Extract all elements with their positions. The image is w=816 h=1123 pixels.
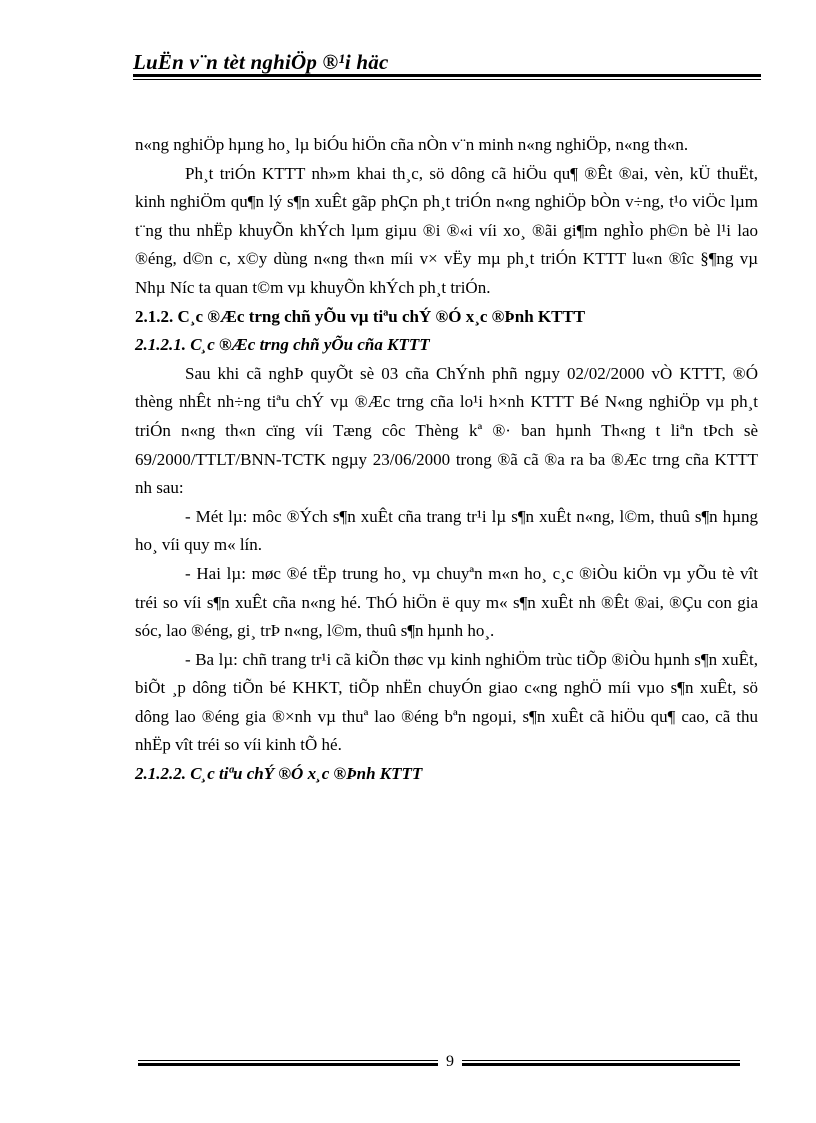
section-heading-2-1-2: 2.1.2. C¸c ®Æc trng chñ yÕu vµ tiªu chÝ ®Ó x¸c ®Þnh KTTT xyxy=(135,306,586,326)
header-rule-thick xyxy=(133,74,761,77)
subsection-heading-2-1-2-1: 2.1.2.1. C¸c ®Æc trng chñ yÕu cña KTTT xyxy=(135,335,430,355)
page-number: 9 xyxy=(438,1054,462,1070)
subsection-heading-2-1-2-2: 2.1.2.2. C¸c tiªu chÝ ®Ó x¸c ®Þnh KTTT xyxy=(135,764,423,784)
list-item-third: - Ba lµ: chñ trang tr¹i cã kiÕn thøc vµ kinh nghiÖm trùc tiÕp ®iÒu hµnh s¶n xuÊt, biÕt ¸p dông tiÕn bé KHKT, tiÕp nhËn chuyÓn giao c«ng nghÖ míi vµo s¶n xuÊt, sö dông lao ®éng gia ®×nh vµ thuª lao ®éng bªn ngoµi, s¶n xuÊt cã hiÖu qu¶ cao, cã thu nhËp vît tréi so víi kinh tÕ hé. xyxy=(135,649,758,755)
paragraph-resolution: Sau khi cã nghÞ quyÕt sè 03 cña ChÝnh phñ ngµy 02/02/2000 vÒ KTTT, ®Ó thèng nhÊt nh÷ng tiªu chÝ vµ ®Æc trng cña lo¹i h×nh KTTT Bé N«ng nghiÖp vµ ph¸t triÓn n«ng th«n cïng víi Tæng côc Thèng kª ®· ban hµnh Th«ng t liªn tÞch sè 69/2000/TTLT/BNN-TCTK ngµy 23/06/2000 trong ®ã cã ®a ra ba ®Æc trng cña KTTT nh sau: xyxy=(135,363,758,498)
running-header-title: LuËn v¨n tèt nghiÖp ®¹i häc xyxy=(133,50,389,74)
paragraph-continuation: n«ng nghiÖp hµng ho¸ lµ biÓu hiÖn cña nÒn v¨n minh n«ng nghiÖp, n«ng th«n. xyxy=(135,135,689,154)
list-item-second: - Hai lµ: møc ®é tËp trung ho¸ vµ chuyªn m«n ho¸ c¸c ®iÒu kiÖn vµ yÕu tè vît tréi so víi s¶n xuÊt cña n«ng hé. ThÓ hiÖn ë quy m« s¶n xuÊt nh ®Êt ®ai, ®Çu con gia sóc, lao ®éng, gi¸ trÞ n«ng, l©m, thuû s¶n hµnh ho¸. xyxy=(135,563,758,641)
header-rule-thin xyxy=(133,79,761,80)
document-body xyxy=(135,131,758,789)
list-item-first: - Mét lµ: môc ®Ých s¶n xuÊt cña trang tr¹i lµ s¶n xuÊt n«ng, l©m, thuû s¶n hµng ho¸ víi quy m« lín. xyxy=(135,506,758,555)
paragraph-development: Ph¸t triÓn KTTT nh»m khai th¸c, sö dông cã hiÖu qu¶ ®Êt ®ai, vèn, kÜ thuËt, kinh nghiÖm qu¶n lý s¶n xuÊt gãp phÇn ph¸t triÓn n«ng nghiÖp bÒn v÷ng, t¹o viÖc lµm t¨ng thu nhËp khuyÕn khÝch lµm giµu ®i ®«i víi xo¸ ®ãi gi¶m nghÌo ph©n bè l¹i lao ®éng, d©n c, x©y dùng n«ng th«n míi v× vËy mµ ph¸t triÓn KTTT lu«n ®îc §¶ng vµ Nhµ Níc ta quan t©m vµ khuyÕn khÝch ph¸t triÓn. xyxy=(135,163,758,297)
